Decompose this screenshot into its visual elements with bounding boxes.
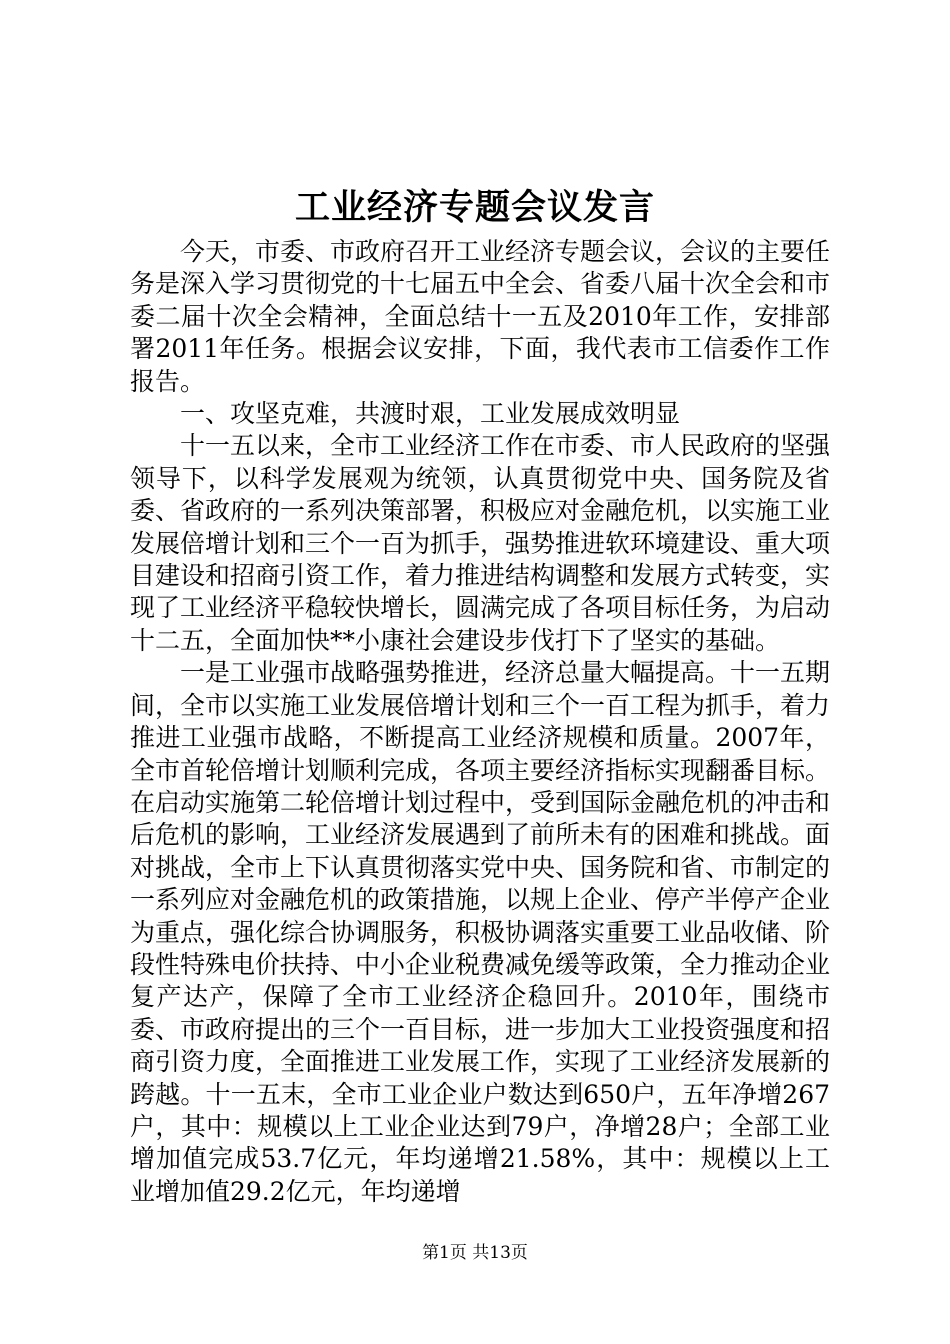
paragraph-strategy: 一是工业强市战略强势推进，经济总量大幅提高。十一五期间，全市以实施工业发展倍增计划和三个一百工程为抓手，着力推进工业强市战略，不断提高工业经济规模和质量。2007年，全市首轮倍增计划顺利完成，各项主要经济指标实现翻番目标。在启动实施第二轮倍增计划过程中，受到国际金融危机的冲击和后危机的影响，工业经济发展遇到了前所未有的困难和挑战。面对挑战，全市上下认真贯彻落实党中央、国务院和省、市制定的一系列应对金融危机的政策措施，以规上企业、停产半停产企业为重点，强化综合协调服务，积极协调落实重要工业品收储、阶段性特殊电价扶持、中小企业税费减免缓等政策，全力推动企业复产达产，保障了全市工业经济企稳回升。2010年，围绕市委、市政府提出的三个一百目标，进一步加大工业投资强度和招商引资力度，全面推进工业发展工作，实现了工业经济发展新的跨越。十一五末，全市工业企业户数达到650户，五年净增267户，其中：规模以上工业企业达到79户，净增28户；全部工业增加值完成53.7亿元，年均递增21.58%，其中：规模以上工业增加值29.2亿元，年均递增: [130, 658, 831, 1206]
section-heading: 一、攻坚克难，共渡时艰，工业发展成效明显: [180, 399, 681, 429]
paragraph-intro: 今天，市委、市政府召开工业经济专题会议，会议的主要任务是深入学习贯彻党的十七届五中全会、省委八届十次全会和市委二届十次全会精神，全面总结十一五及2010年工作，安排部署2011年任务。根据会议安排，下面，我代表市工信委作工作报告。: [130, 237, 831, 396]
page-footer: 第1页 共13页: [422, 1243, 528, 1263]
document-title: 工业经济专题会议发言: [294, 187, 655, 228]
document-body: [130, 236, 830, 1208]
paragraph-overview: 十一五以来，全市工业经济工作在市委、市人民政府的坚强领导下，以科学发展观为统领，认真贯彻党中央、国务院及省委、省政府的一系列决策部署，积极应对金融危机，以实施工业发展倍增计划和三个一百为抓手，强势推进软环境建设、重大项目建设和招商引资工作，着力推进结构调整和发展方式转变，实现了工业经济平稳较快增长，圆满完成了各项目标任务，为启动十二五，全面加快**小康社会建设步伐打下了坚实的基础。: [130, 431, 831, 655]
